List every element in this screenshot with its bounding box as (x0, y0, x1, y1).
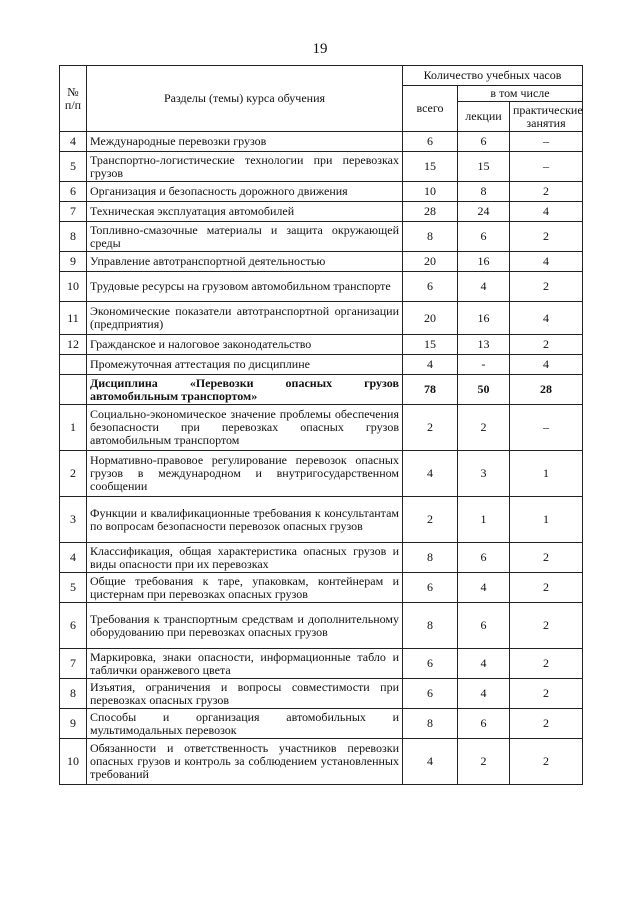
row-practice-hours: – (510, 132, 583, 152)
row-practice-hours: 2 (510, 272, 583, 302)
row-lecture-hours: 16 (458, 302, 510, 335)
table-row (60, 543, 583, 573)
row-number: 5 (60, 152, 87, 182)
row-practice-hours: 2 (510, 739, 583, 785)
row-total-hours: 6 (403, 679, 458, 709)
row-practice-hours: 28 (510, 375, 583, 405)
row-number: 7 (60, 649, 87, 679)
row-title: Способы и организация автомобильных и мультимодальных перевозок (87, 709, 403, 739)
row-number: 9 (60, 252, 87, 272)
row-title: Трудовые ресурсы на грузовом автомобильном транспорте (87, 272, 403, 302)
row-practice-hours: 4 (510, 252, 583, 272)
row-total-hours: 4 (403, 739, 458, 785)
row-title: Общие требования к таре, упаковкам, контейнерам и цистернам при перевозках опасных грузов (87, 573, 403, 603)
row-total-hours: 2 (403, 497, 458, 543)
row-practice-hours: 4 (510, 202, 583, 222)
row-practice-hours: 2 (510, 709, 583, 739)
row-total-hours: 10 (403, 182, 458, 202)
row-practice-hours: 2 (510, 182, 583, 202)
row-lecture-hours: 1 (458, 497, 510, 543)
row-practice-hours: 2 (510, 222, 583, 252)
row-total-hours: 28 (403, 202, 458, 222)
row-title: Экономические показатели автотранспортной организации (предприятия) (87, 302, 403, 335)
row-lecture-hours: 13 (458, 335, 510, 355)
table-row (60, 405, 583, 451)
row-total-hours: 15 (403, 152, 458, 182)
row-practice-hours: 2 (510, 649, 583, 679)
header-total: всего (403, 86, 458, 132)
row-number: 9 (60, 709, 87, 739)
row-number: 2 (60, 451, 87, 497)
row-number: 6 (60, 182, 87, 202)
row-title: Международные перевозки грузов (87, 132, 403, 152)
row-lecture-hours: 6 (458, 603, 510, 649)
page-number: 19 (312, 41, 328, 57)
row-total-hours: 8 (403, 709, 458, 739)
row-number: 5 (60, 573, 87, 603)
header-num: № п/п (60, 66, 87, 132)
row-lecture-hours: - (458, 355, 510, 375)
row-number: 12 (60, 335, 87, 355)
table-row (60, 132, 583, 152)
row-lecture-hours: 50 (458, 375, 510, 405)
row-number (60, 355, 87, 375)
row-practice-hours: 2 (510, 603, 583, 649)
table-body (60, 132, 583, 785)
row-total-hours: 6 (403, 272, 458, 302)
row-lecture-hours: 16 (458, 252, 510, 272)
row-lecture-hours: 2 (458, 739, 510, 785)
table-row (60, 375, 583, 405)
table-row (60, 222, 583, 252)
row-total-hours: 20 (403, 252, 458, 272)
row-total-hours: 2 (403, 405, 458, 451)
row-practice-hours: 1 (510, 497, 583, 543)
row-title: Требования к транспортным средствам и дополнительному оборудованию при перевозках опасных грузов (87, 603, 403, 649)
row-title: Классификация, общая характеристика опасных грузов и виды опасности при их перевозках (87, 543, 403, 573)
row-title: Организация и безопасность дорожного движения (87, 182, 403, 202)
table-row (60, 497, 583, 543)
row-number: 8 (60, 222, 87, 252)
row-lecture-hours: 6 (458, 222, 510, 252)
table-row (60, 679, 583, 709)
row-lecture-hours: 3 (458, 451, 510, 497)
row-title: Управление автотранспортной деятельностью (87, 252, 403, 272)
table-row (60, 603, 583, 649)
row-title: Изъятия, ограничения и вопросы совместимости при перевозках опасных грузов (87, 679, 403, 709)
row-title: Дисциплина «Перевозки опасных грузов автомобильным транспортом» (87, 375, 403, 405)
row-lecture-hours: 15 (458, 152, 510, 182)
row-practice-hours: 1 (510, 451, 583, 497)
table-row (60, 272, 583, 302)
row-title: Социально-экономическое значение проблемы обеспечения безопасности при перевозках опасных грузов автомобильным транспортом (87, 405, 403, 451)
row-total-hours: 6 (403, 132, 458, 152)
header-hours: Количество учебных часов (403, 66, 583, 86)
table-row (60, 451, 583, 497)
row-lecture-hours: 24 (458, 202, 510, 222)
row-total-hours: 20 (403, 302, 458, 335)
row-practice-hours: 4 (510, 302, 583, 335)
row-number: 4 (60, 132, 87, 152)
row-lecture-hours: 4 (458, 573, 510, 603)
row-number: 6 (60, 603, 87, 649)
row-lecture-hours: 2 (458, 405, 510, 451)
row-practice-hours: 2 (510, 573, 583, 603)
table-row (60, 573, 583, 603)
row-lecture-hours: 4 (458, 679, 510, 709)
row-practice-hours: – (510, 405, 583, 451)
row-lecture-hours: 4 (458, 272, 510, 302)
row-title: Маркировка, знаки опасности, информационные табло и таблички оранжевого цвета (87, 649, 403, 679)
row-number: 1 (60, 405, 87, 451)
row-number: 11 (60, 302, 87, 335)
row-total-hours: 6 (403, 649, 458, 679)
row-title: Функции и квалификационные требования к консультантам по вопросам безопасности перевозок опасных грузов (87, 497, 403, 543)
row-lecture-hours: 6 (458, 543, 510, 573)
header-practice: практические занятия (510, 102, 583, 132)
row-lecture-hours: 6 (458, 132, 510, 152)
table-header (60, 66, 583, 132)
row-practice-hours: – (510, 152, 583, 182)
row-title: Гражданское и налоговое законодательство (87, 335, 403, 355)
row-practice-hours: 2 (510, 543, 583, 573)
curriculum-table (59, 65, 583, 785)
row-title: Промежуточная аттестация по дисциплине (87, 355, 403, 375)
row-lecture-hours: 4 (458, 649, 510, 679)
row-total-hours: 15 (403, 335, 458, 355)
row-lecture-hours: 8 (458, 182, 510, 202)
header-including: в том числе (458, 86, 583, 102)
table-row (60, 739, 583, 785)
row-number: 3 (60, 497, 87, 543)
row-number: 10 (60, 272, 87, 302)
row-total-hours: 8 (403, 603, 458, 649)
table-row (60, 649, 583, 679)
table-row (60, 152, 583, 182)
row-number (60, 375, 87, 405)
header-section: Разделы (темы) курса обучения (87, 66, 403, 132)
row-number: 10 (60, 739, 87, 785)
row-total-hours: 4 (403, 451, 458, 497)
row-total-hours: 6 (403, 573, 458, 603)
row-number: 7 (60, 202, 87, 222)
table-row (60, 252, 583, 272)
row-title: Обязанности и ответственность участников перевозки опасных грузов и контроль за соблюдением установленных требований (87, 739, 403, 785)
row-practice-hours: 2 (510, 335, 583, 355)
row-number: 8 (60, 679, 87, 709)
table-row (60, 182, 583, 202)
row-title: Техническая эксплуатация автомобилей (87, 202, 403, 222)
row-total-hours: 4 (403, 355, 458, 375)
table-row (60, 355, 583, 375)
row-title: Топливно-смазочные материалы и защита окружающей среды (87, 222, 403, 252)
row-total-hours: 78 (403, 375, 458, 405)
row-total-hours: 8 (403, 543, 458, 573)
row-lecture-hours: 6 (458, 709, 510, 739)
table-row (60, 202, 583, 222)
row-total-hours: 8 (403, 222, 458, 252)
row-practice-hours: 2 (510, 679, 583, 709)
table-row (60, 335, 583, 355)
table-row (60, 302, 583, 335)
row-title: Нормативно-правовое регулирование перевозок опасных грузов в международном и внутригосударственном сообщении (87, 451, 403, 497)
header-lectures: лекции (458, 102, 510, 132)
row-practice-hours: 4 (510, 355, 583, 375)
row-title: Транспортно-логистические технологии при перевозках грузов (87, 152, 403, 182)
table-row (60, 709, 583, 739)
row-number: 4 (60, 543, 87, 573)
